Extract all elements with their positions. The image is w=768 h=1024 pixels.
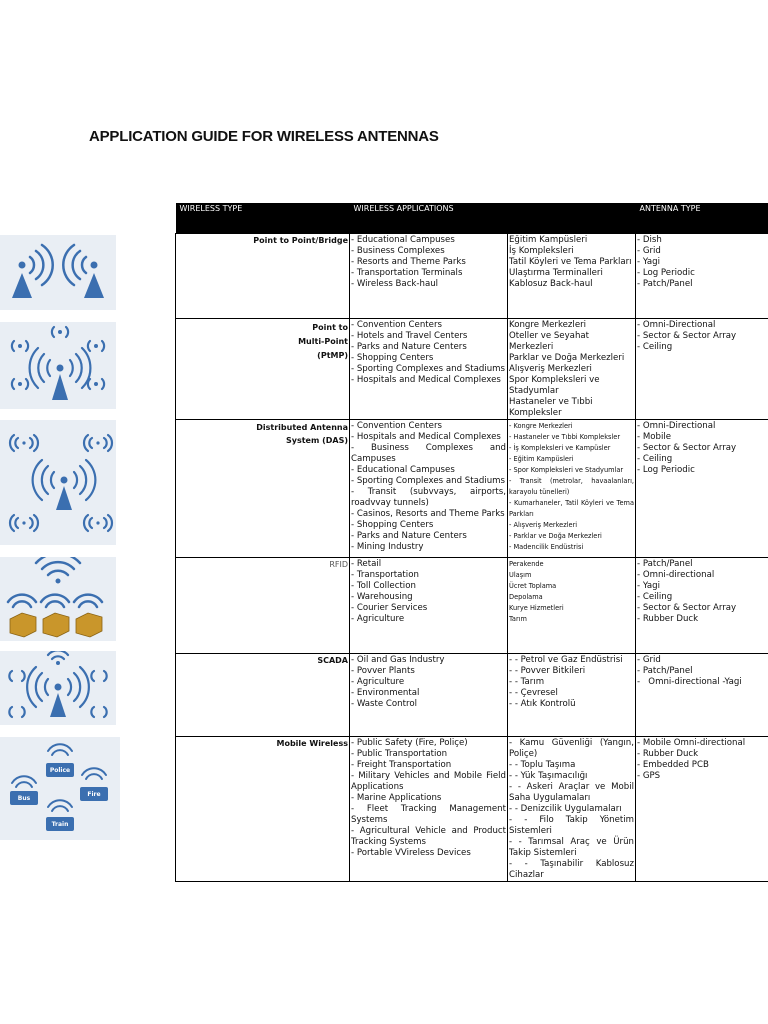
header-wireless-applications: WIRELESS APPLICATIONS (350, 203, 508, 234)
list-item: Depolama (509, 593, 543, 601)
wireless-type-cell (176, 420, 350, 558)
list-item: - Omni-Directional (637, 320, 767, 331)
list-item: - Kumarhaneler, Tatil Köyleri ve Tema Parkları (509, 498, 634, 520)
list-item: - Convention Centers (351, 421, 506, 432)
list-item: Kurye Hizmetleri (509, 604, 564, 612)
list-item: Perakende (509, 560, 544, 568)
list-item: - Casinos, Resorts and Theme Parks (351, 509, 506, 520)
list-item: - Shopping Centers (351, 353, 506, 364)
list-item: - Oil and Gas Industry (351, 655, 506, 666)
distributed-antenna-system-icon (0, 420, 116, 545)
list-item: - Alışveriş Merkezleri (509, 520, 634, 531)
list-item: - Embedded PCB (637, 760, 767, 771)
list-item: - Parks and Nature Centers (351, 531, 506, 542)
mobile-wireless-vehicles-icon (0, 737, 120, 840)
list-item: - Transportation Terminals (351, 268, 506, 279)
list-item: - - Yük Taşımacılığı (509, 771, 634, 782)
list-item: - Patch/Panel (637, 279, 767, 290)
list-item: - Mobile Omni-directional (637, 738, 767, 749)
list-item: - Log Periodic (637, 268, 767, 279)
antenna-type-cell (636, 319, 768, 420)
list-item: İş Kompleksleri (509, 246, 574, 256)
list-item: - Sporting Complexes and Stadiums (351, 476, 506, 487)
list-item: - Resorts and Theme Parks (351, 257, 506, 268)
list-item: - - Filo Takip Yönetim Sistemleri (509, 815, 634, 837)
antenna-type-cell (636, 420, 768, 558)
list-item: - Mobile (637, 432, 767, 443)
list-item: - Educational Campuses (351, 235, 506, 246)
table-row (176, 420, 768, 558)
list-item: - Mining Industry (351, 542, 506, 553)
list-item: - Grid (637, 655, 767, 666)
list-item: - Retail (351, 559, 506, 570)
list-item: - Log Periodic (637, 465, 767, 476)
list-item: - Omni-Directional (637, 421, 767, 432)
applications-cell (350, 654, 508, 737)
list-item: - Transit (subvvays, airports, roadvvay tunnels) (351, 487, 506, 509)
list-item: Parklar ve Doğa Merkezleri (509, 353, 625, 363)
list-item: - İş Kompleksleri ve Kampüsler (509, 443, 634, 454)
list-item: - Toll Collection (351, 581, 506, 592)
table-row (176, 234, 768, 319)
list-item: - Parklar ve Doğa Merkezleri (509, 531, 634, 542)
list-item: - Sector & Sector Array (637, 603, 767, 614)
turkish-applications-cell (508, 737, 636, 882)
list-item: - Sector & Sector Array (637, 443, 767, 454)
list-item: - Freight Transportation (351, 760, 506, 771)
antenna-type-cell (636, 558, 768, 654)
table-header-row (176, 203, 768, 234)
rfid-packages-icon (0, 557, 116, 641)
police-label: Police (49, 767, 71, 774)
list-item: Eğitim Kampüsleri (509, 235, 588, 245)
list-item: - Portable VVireless Devices (351, 848, 506, 859)
list-item: - - Tarımsal Araç ve Ürün Takip Sistemleri (509, 837, 634, 859)
turkish-applications-cell (508, 558, 636, 654)
point-to-point-antenna-icon (0, 235, 116, 310)
wireless-type-cell: SCADA (176, 654, 350, 737)
list-item: - Transportation (351, 570, 506, 581)
wireless-type-cell (176, 558, 350, 654)
list-item: - Hospitals and Medical Complexes (351, 375, 506, 386)
list-item: - Eğitim Kampüsleri (509, 454, 634, 465)
list-item: - Madencilik Endüstrisi (509, 542, 634, 553)
list-item: - Transit (metrolar, havaalanları, karayolu tünelleri) (509, 476, 634, 498)
applications-cell (350, 319, 508, 420)
list-item: - Public Safety (Fire, Poliçe) (351, 738, 506, 749)
list-item: - - Atık Kontrolü (509, 699, 634, 710)
list-item: - Parks and Nature Centers (351, 342, 506, 353)
list-item: Hastaneler ve Tıbbi Kompleksler (509, 397, 593, 418)
list-item: - - Taşınabilir Kablosuz Cihazlar (509, 859, 634, 881)
list-item: Tarım (509, 615, 527, 623)
list-item: - Courier Services (351, 603, 506, 614)
list-item: - Ceiling (637, 592, 767, 603)
list-item: - Agriculture (351, 614, 506, 625)
fire-label: Fire (87, 791, 101, 798)
list-item: - Hastaneler ve Tıbbi Kompleksler (509, 432, 634, 443)
applications-cell (350, 420, 508, 558)
list-item: - Warehousing (351, 592, 506, 603)
list-item: - Environmental (351, 688, 506, 699)
antenna-type-cell (636, 234, 768, 319)
train-label: Train (51, 821, 69, 828)
turkish-applications-cell (508, 654, 636, 737)
list-item: - Military Vehicles and Mobile Field Applications (351, 771, 506, 793)
wireless-type-label: RFID (329, 560, 348, 569)
list-item: - GPS (637, 771, 767, 782)
table-row (176, 319, 768, 420)
list-item: - Kongre Merkezleri (509, 421, 634, 432)
list-item: - Educational Campuses (351, 465, 506, 476)
wireless-type-label: Point to Multi-Point (PtMP) (298, 323, 348, 360)
point-to-multipoint-antenna-icon (0, 322, 116, 409)
header-antenna-type: ANTENNA TYPE (636, 203, 768, 234)
list-item: - Rubber Duck (637, 749, 767, 760)
list-item: - Ceiling (637, 342, 767, 353)
applications-cell (350, 558, 508, 654)
antenna-type-cell (636, 737, 768, 882)
bus-label: Bus (17, 795, 31, 802)
list-item: - Ceiling (637, 454, 767, 465)
page-title: APPLICATION GUIDE FOR WIRELESS ANTENNAS (89, 128, 439, 145)
list-item: - Hospitals and Medical Complexes (351, 432, 506, 443)
list-item: - Yagi (637, 581, 767, 592)
list-item: - Povver Plants (351, 666, 506, 677)
list-item: - Kamu Güvenliği (Yangın, Poliçe) (509, 738, 634, 760)
list-item: - Business Complexes and Campuses (351, 443, 506, 465)
list-item: - Hotels and Travel Centers (351, 331, 506, 342)
table-row (176, 558, 768, 654)
list-item: - - Petrol ve Gaz Endüstrisi (509, 655, 634, 666)
list-item: - Agriculture (351, 677, 506, 688)
list-item: - Dish (637, 235, 767, 246)
applications-cell (350, 737, 508, 882)
list-item: Kongre Merkezleri (509, 320, 587, 330)
list-item: - Grid (637, 246, 767, 257)
list-item: - Patch/Panel (637, 559, 767, 570)
list-item: - Sector & Sector Array (637, 331, 767, 342)
list-item: Oteller ve Seyahat Merkezleri (509, 331, 590, 352)
list-item: Kablosuz Back-haul (509, 279, 593, 289)
wireless-type-cell (176, 319, 350, 420)
scada-broadcast-icon (0, 651, 116, 725)
wireless-type-cell: Point to Point/Bridge (176, 234, 350, 319)
list-item: Spor Kompleksleri ve Stadyumlar (509, 375, 600, 396)
list-item: - Rubber Duck (637, 614, 767, 625)
applications-cell (350, 234, 508, 319)
list-item: - - Askeri Araçlar ve Mobil Saha Uygulamaları (509, 782, 634, 804)
turkish-applications-cell (508, 234, 636, 319)
list-item: Ulaştırma Terminalleri (509, 268, 603, 278)
antenna-guide-table (175, 203, 768, 882)
list-item: - - Çevresel (509, 688, 634, 699)
header-turkish-applications (508, 203, 636, 234)
turkish-applications-cell (508, 420, 636, 558)
list-item: - Shopping Centers (351, 520, 506, 531)
list-item: - Spor Kompleksleri ve Stadyumlar (509, 465, 634, 476)
list-item: - Waste Control (351, 699, 506, 710)
wireless-type-cell: Mobile Wireless (176, 737, 350, 882)
list-item: - Omni-directional (637, 570, 767, 581)
list-item: - Fleet Tracking Management Systems (351, 804, 506, 826)
list-item: Alışveriş Merkezleri (509, 364, 592, 374)
header-wireless-type: WIRELESS TYPE (176, 203, 350, 234)
list-item: - Marine Applications (351, 793, 506, 804)
list-item: - Sporting Complexes and Stadiums (351, 364, 506, 375)
list-item: Ulaşım (509, 571, 532, 579)
list-item: - Business Complexes (351, 246, 506, 257)
list-item: - Public Transportation (351, 749, 506, 760)
turkish-applications-cell (508, 319, 636, 420)
list-item: - - Toplu Taşıma (509, 760, 634, 771)
list-item: - Agricultural Vehicle and Product Tracking Systems (351, 826, 506, 848)
list-item: Tatil Köyleri ve Tema Parkları (509, 257, 632, 267)
list-item: - Omni-directional -Yagi (637, 677, 767, 688)
list-item: - Patch/Panel (637, 666, 767, 677)
wireless-type-label: Distributed Antenna System (DAS) (256, 423, 348, 445)
list-item: - Convention Centers (351, 320, 506, 331)
antenna-type-cell (636, 654, 768, 737)
list-item: - - Tarım (509, 677, 634, 688)
list-item: - Yagi (637, 257, 767, 268)
list-item: - - Povver Bitkileri (509, 666, 634, 677)
list-item: Ücret Toplama (509, 582, 557, 590)
list-item: - Wireless Back-haul (351, 279, 506, 290)
table-row (176, 737, 768, 882)
list-item: - - Denizcilik Uygulamaları (509, 804, 634, 815)
table-row (176, 654, 768, 737)
